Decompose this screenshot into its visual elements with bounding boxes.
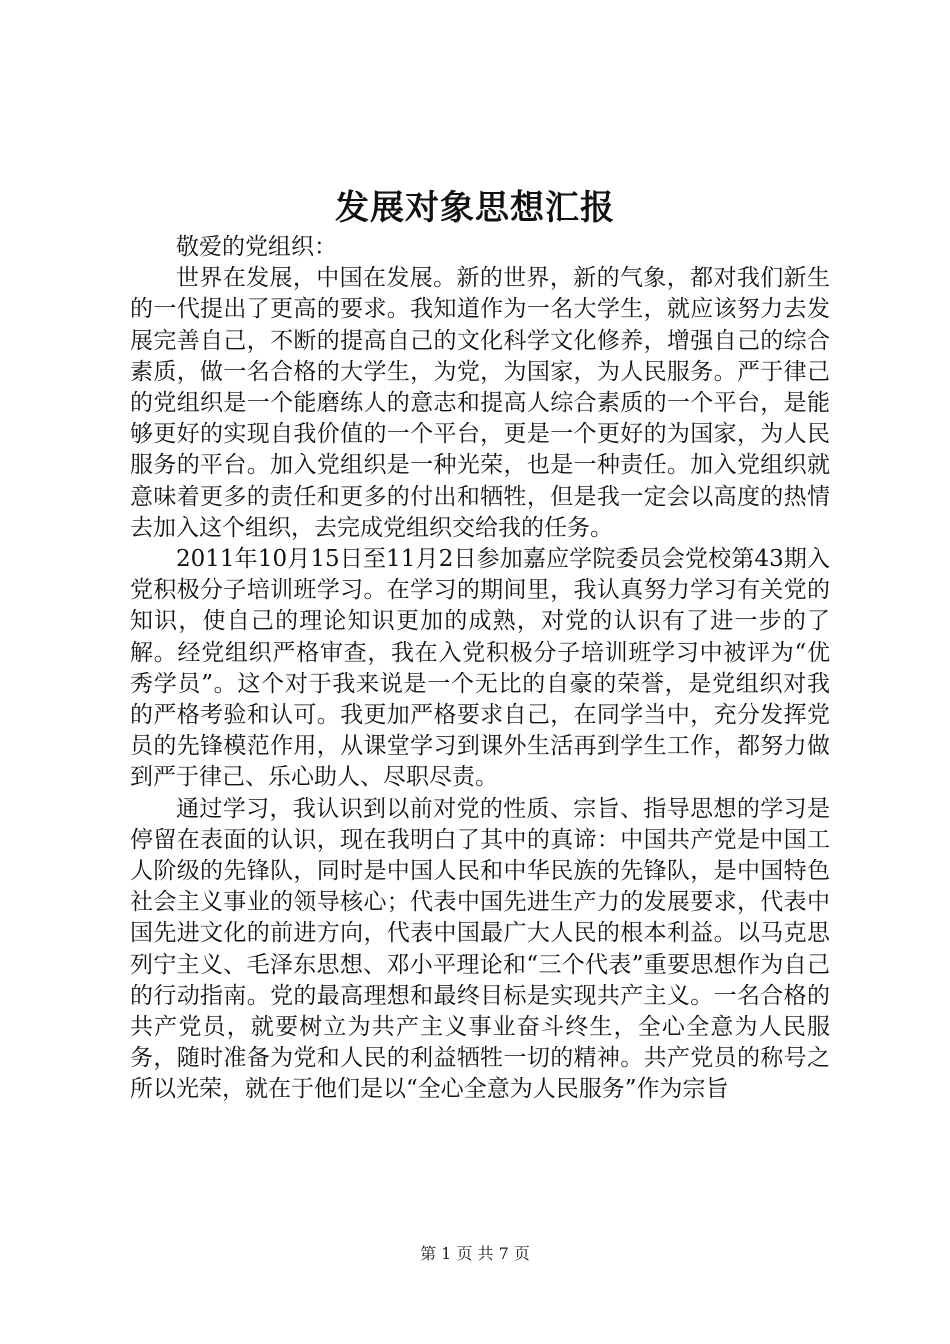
- document-body: [130, 232, 830, 1106]
- paragraph-3: 通过学习，我认识到以前对党的性质、宗旨、指导思想的学习是停留在表面的认识，现在我明白了其中的真谛：中国共产党是中国工人阶级的先锋队，同时是中国人民和中华民族的先锋队，是中国特色社会主义事业的领导核心；代表中国先进生产力的发展要求，代表中国先进文化的前进方向，代表中国最广大人民的根本利益。以马克思列宁主义、毛泽东思想、邓小平理论和“三个代表”重要思想作为自己的行动指南。党的最高理想和最终目标是实现共产主义。一名合格的共产党员，就要树立为共产主义事业奋斗终生，全心全意为人民服务，随时准备为党和人民的利益牺牲一切的精神。共产党员的称号之所以光荣，就在于他们是以“全心全意为人民服务”作为宗旨: [130, 795, 830, 1103]
- page-footer: 第 1 页 共 7 页: [420, 1244, 530, 1263]
- salutation: 敬爱的党组织：: [176, 234, 337, 260]
- paragraph-2: 2011年10月15日至11月2日参加嘉应学院委员会党校第43期入党积极分子培训班学习。在学习的期间里，我认真努力学习有关党的知识，使自己的理论知识更加的成熟，对党的认识有了进一步的了解。经党组织严格审查，我在入党积极分子培训班学习中被评为“优秀学员”。这个对于我来说是一个无比的自豪的荣誉，是党组织对我的严格考验和认可。我更加严格要求自己，在同学当中，充分发挥党员的先锋模范作用，从课堂学习到课外生活再到学生工作，都努力做到严于律己、乐心助人、尽职尽责。: [130, 546, 830, 791]
- document-title: 发展对象思想汇报: [335, 188, 615, 228]
- paragraph-1: 世界在发展，中国在发展。新的世界，新的气象，都对我们新生的一代提出了更高的要求。我知道作为一名大学生，就应该努力去发展完善自己，不断的提高自己的文化科学文化修养，增强自己的综合素质，做一名合格的大学生，为党，为国家，为人民服务。严于律己的党组织是一个能磨练人的意志和提高人综合素质的一个平台，是能够更好的实现自我价值的一个平台，更是一个更好的为国家，为人民服务的平台。加入党组织是一种光荣，也是一种责任。加入党组织就意味着更多的责任和更多的付出和牺牲，但是我一定会以高度的热情去加入这个组织，去完成党组织交给我的任务。: [130, 265, 830, 541]
